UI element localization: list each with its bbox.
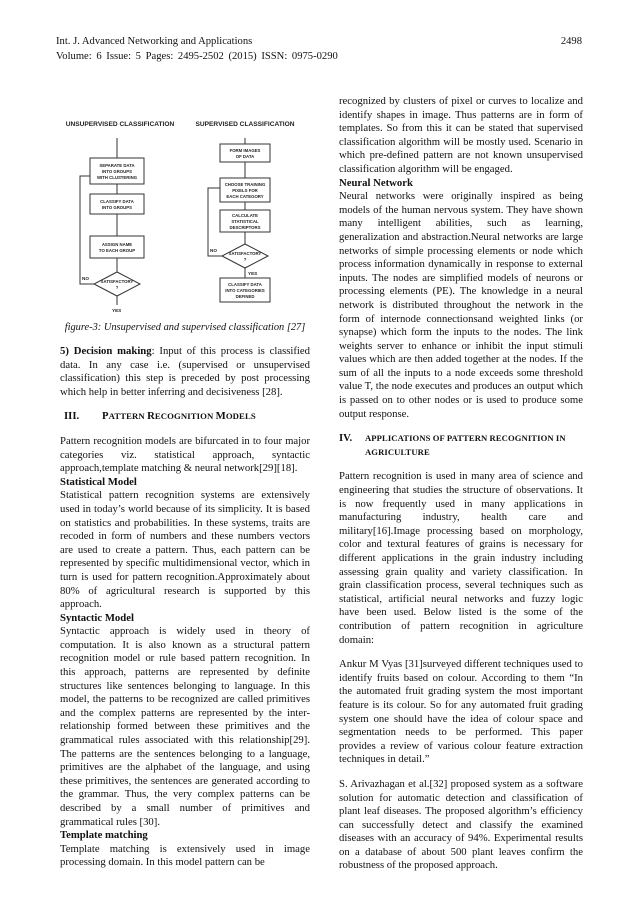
classification-flowchart <box>60 116 305 316</box>
volume-line: Volume: 6 Issue: 5 Pages: 2495-2502 (2015) ISSN: 0975-0290 <box>56 51 338 62</box>
neural-network-heading: Neural Network <box>339 176 413 189</box>
neural-network-text: Neural networks were originally inspired as being models of the human nervous system. They have shown many intelligent abilities, such as learning, generalization and abstraction.Neural networks are large networks of simple processing elements or node which process information dynamically in response to external inputs. The nodes are simplified models of neurons or processing elements (PE). The knowledge in a neural network is distributed throughout the network in the form of internode connectionsand weighted links (or synapse) which form the inputs to the nodes. The link weights server to enhance or inhibit the input stimuli values which are then added together at the nodes. If the sum of all the inputs to a node exceeds some threshold value T, the node executes and produces an output which is passed on to other nodes or is used to produce some output response. <box>339 190 583 420</box>
section-4-title-line2: AGRICULTURE <box>365 446 430 457</box>
arivazhagan-paragraph: S. Arivazhagan et al.[32] proposed system as a software solution for automatic detection and classification of plant leaf diseases. The proposed algorithm’s efficiency can successfully detect and classify the examined diseases with an accuracy of 94%. Experimental results on a database of about 500 plant leaves confirm the robustness of the proposed approach. <box>339 777 583 872</box>
sup-decision-l2: ? <box>243 257 247 262</box>
template-matching-text: Template matching is extensively used in image processing domain. In this model pattern can be <box>60 842 310 869</box>
statistical-model-text: Statistical pattern recognition systems are extensively used in today’s world because of its simplicity. It is based on statistics and probabilities. In these systems, traits are recoded in form of numbers and these numbers vectors are used to create a pattern. Thus, each pattern can be represented by specific multidimensional vector, which in turn is used for pattern recognition.Approximately about 80% of agricultural research is supported by this approach. <box>60 489 310 611</box>
syntactic-model-text: Syntactic approach is widely used in theory of computation. It is also known as a structural pattern recognition model or rule based pattern recognition. In this approach, patterns are represented by definite structures like sentences belonging to language. In this model, the patterns to be recognized are called primitives and the complex patterns are represented by the inter-relationship formed between these primitives and the grammatical rules associated with this relationship[29]. The patterns are the sentences belonging to a language, primitives are the alphabet of the language, and using these primitives, the sentences are generated according to the grammar. Thus, the very complex patterns can be described by a small number of primitives and grammatical rules [30]. <box>60 625 310 828</box>
sup-decision-l1: SATISFACTORY <box>228 251 262 256</box>
sup-box2-l1: CHOOSE TRAINING <box>224 182 266 187</box>
unsup-box2-l1: CLASSIFY DATA <box>100 199 134 204</box>
section-4-title <box>365 432 566 459</box>
sup-yes-label: YES <box>248 271 258 276</box>
unsup-box2-l2: INTO GROUPS <box>101 205 133 210</box>
vyas-paragraph: Ankur M Vyas [31]surveyed different techniques used to identify fruits based on colour. According to them “In the automated fruit grading system the most important feature is its colour. So for any automated fruit grading system one should have the idea of colour space and segmentation needs to be performed. This paper provides a review of various colour feature extraction techniques in detail.” <box>339 658 583 766</box>
unsup-title: UNSUPERVISED CLASSIFICATION <box>65 121 175 128</box>
sup-box3-l1: CALCULATE <box>232 213 258 218</box>
unsup-box3-l2: TO EACH GROUP <box>98 248 136 253</box>
sup-title: SUPERVISED CLASSIFICATION <box>195 121 295 128</box>
template-matching-continued: recognized by clusters of pixel or curves to localize and identify shapes in image. Thus patterns are in form of templates. So from this it can be stated that supervised classification algorithm will be mostly used. Scenario in which pre-defined pattern are not known unsupervised classification algorithm will be engaged. <box>339 95 583 175</box>
sup-box2-l3: EACH CATEGORY <box>226 194 264 199</box>
sup-box3-l2: STATISTICAL <box>231 219 259 224</box>
syntactic-model-heading: Syntactic Model <box>60 611 134 624</box>
unsup-decision-l1: SATISFACTORY <box>100 279 134 284</box>
section-4-heading <box>339 432 583 459</box>
section-4-title-line1: APPLICATIONS OF PATTERN RECOGNITION IN <box>365 433 566 444</box>
right-column <box>339 95 583 873</box>
template-matching-heading: Template matching <box>60 829 148 842</box>
unsup-no-label: NO <box>82 276 89 281</box>
section-3-heading <box>60 410 310 424</box>
decision-making-text: : Input of this process is classified data. In any case i.e. (supervised or unsupervised classification) this step is preceded by post processing which help in better inferring and decisiveness [28]. <box>60 345 310 398</box>
unsup-decision-l2: ? <box>115 285 119 290</box>
classification-figure <box>60 116 305 316</box>
unsup-box1-l2: INTO GROUPS <box>101 169 133 174</box>
sup-box4-l1: CLASSIFY DATA <box>228 282 262 287</box>
decision-making-label: 5) Decision making <box>60 345 152 357</box>
sup-box4-l2: INTO CATEGORIES <box>225 288 265 293</box>
statistical-model-heading: Statistical Model <box>60 475 137 488</box>
section-3-intro: Pattern recognition models are bifurcated in to four major categories viz. statistical approach, syntactic approach,template matching & neural network[29][18]. <box>60 434 310 475</box>
decision-making-paragraph <box>60 345 310 399</box>
section-3-number: III. <box>64 410 80 423</box>
sup-box2-l2: PIXELS FOR <box>232 188 258 193</box>
section-3-title: PATTERN RECOGNITION MODELS <box>102 410 256 423</box>
unsup-box3-l1: ASSIGN NAME <box>101 242 133 247</box>
sup-no-label: NO <box>210 248 217 253</box>
page-header <box>56 34 582 64</box>
figure-caption: figure-3: Unsupervised and supervised classification [27] <box>64 322 306 333</box>
sup-box4-l3: DEFINED <box>235 294 255 299</box>
unsup-yes-label: YES <box>112 308 122 313</box>
section-4-intro: Pattern recognition is used in many area of science and engineering that studies the structure of observations. It is now frequently used in many applications in manufacturing industry, health care and military[16].Image processing based on morphology, color and textural features of grains is necessary for different applications in the grain industry including assessing grain quality and variety classification. In grain classification process, several techniques such as statistical, artificial neural networks and fuzzy logic have been used. Below listed is the some of the contribution of pattern recognition in agriculture domain: <box>339 470 583 646</box>
journal-name: Int. J. Advanced Networking and Applications <box>56 36 253 47</box>
left-column <box>60 345 310 870</box>
section-4-number: IV. <box>339 432 353 445</box>
page-number: 2498 <box>560 36 582 47</box>
unsup-box1-l1: SEPARATE DATA <box>99 163 135 168</box>
sup-box1-l2: OF DATA <box>235 154 255 159</box>
sup-box1-l1: FORM IMAGES <box>229 148 261 153</box>
unsup-box1-l3: WITH CLUSTERING <box>96 175 138 180</box>
sup-box3-l3: DESCRIPTORS <box>229 225 261 230</box>
